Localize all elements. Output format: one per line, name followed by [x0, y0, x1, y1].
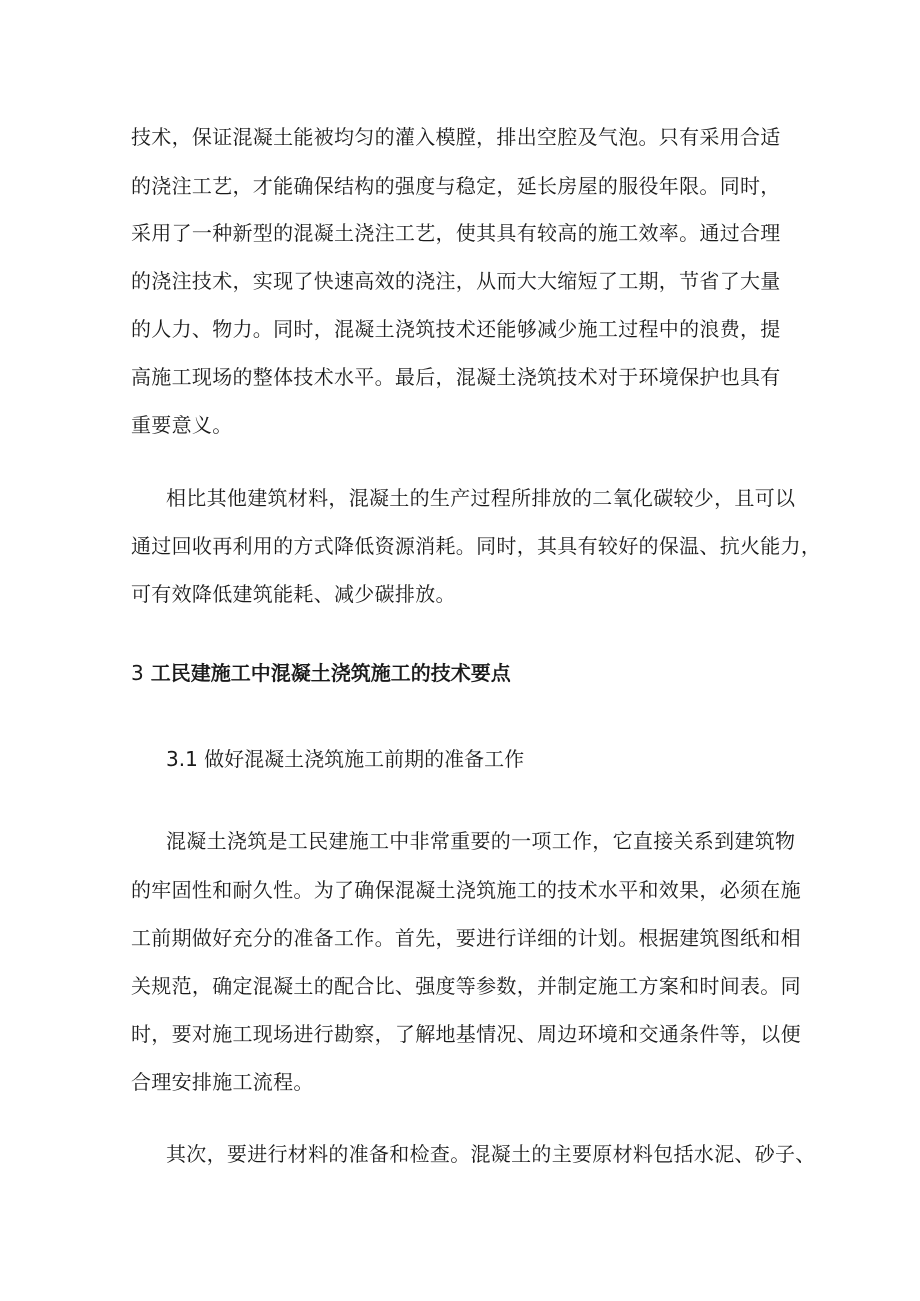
paragraph-3-line-1: 混凝土浇筑是工民建施工中非常重要的一项工作，它直接关系到建筑物: [166, 829, 796, 853]
section-3-number: 3: [131, 661, 144, 685]
paragraph-1-line-7: 重要意义。: [131, 413, 233, 437]
paragraph-3-line-3: 工前期做好充分的准备工作。首先，要进行详细的计划。根据建筑图纸和相: [131, 926, 801, 950]
paragraph-4-line-1: 其次，要进行材料的准备和检查。混凝土的主要原材料包括水泥、砂子、: [166, 1142, 816, 1166]
paragraph-1-line-2: 的浇注工艺，才能确保结构的强度与稳定，延长房屋的服役年限。同时，: [131, 174, 781, 198]
paragraph-2-line-3: 可有效降低建筑能耗、减少碳排放。: [131, 582, 456, 606]
paragraph-2-line-2: 通过回收再利用的方式降低资源消耗。同时，其具有较好的保温、抗火能力，: [131, 534, 822, 558]
section-3-title: 工民建施工中混凝土浇筑施工的技术要点: [150, 661, 511, 685]
paragraph-1-line-4: 的浇注技术，实现了快速高效的浇注，从而大大缩短了工期，节省了大量: [131, 269, 781, 293]
paragraph-1-line-1: 技术，保证混凝土能被均匀的灌入模膛，排出空腔及气泡。只有采用合适: [131, 125, 781, 149]
paragraph-3-line-5: 时，要对施工现场进行勘察，了解地基情况、周边环境和交通条件等，以便: [131, 1022, 801, 1046]
paragraph-3-line-2: 的牢固性和耐久性。为了确保混凝土浇筑施工的技术水平和效果，必须在施: [131, 878, 801, 902]
paragraph-3-line-4: 关规范，确定混凝土的配合比、强度等参数，并制定施工方案和时间表。同: [131, 974, 801, 998]
paragraph-1-line-6: 高施工现场的整体技术水平。最后，混凝土浇筑技术对于环境保护也具有: [131, 365, 781, 389]
paragraph-1-line-3: 采用了一种新型的混凝土浇注工艺，使其具有较高的施工效率。通过合理: [131, 221, 781, 245]
section-3-heading: [131, 660, 511, 686]
paragraph-1-line-5: 的人力、物力。同时，混凝土浇筑技术还能够减少施工过程中的浪费，提: [131, 317, 781, 341]
paragraph-3-line-6: 合理安排施工流程。: [131, 1070, 314, 1094]
section-3-1-heading: 3.1 做好混凝土浇筑施工前期的准备工作: [166, 747, 525, 771]
paragraph-2-line-1: 相比其他建筑材料，混凝土的生产过程所排放的二氧化碳较少，且可以: [166, 486, 796, 510]
